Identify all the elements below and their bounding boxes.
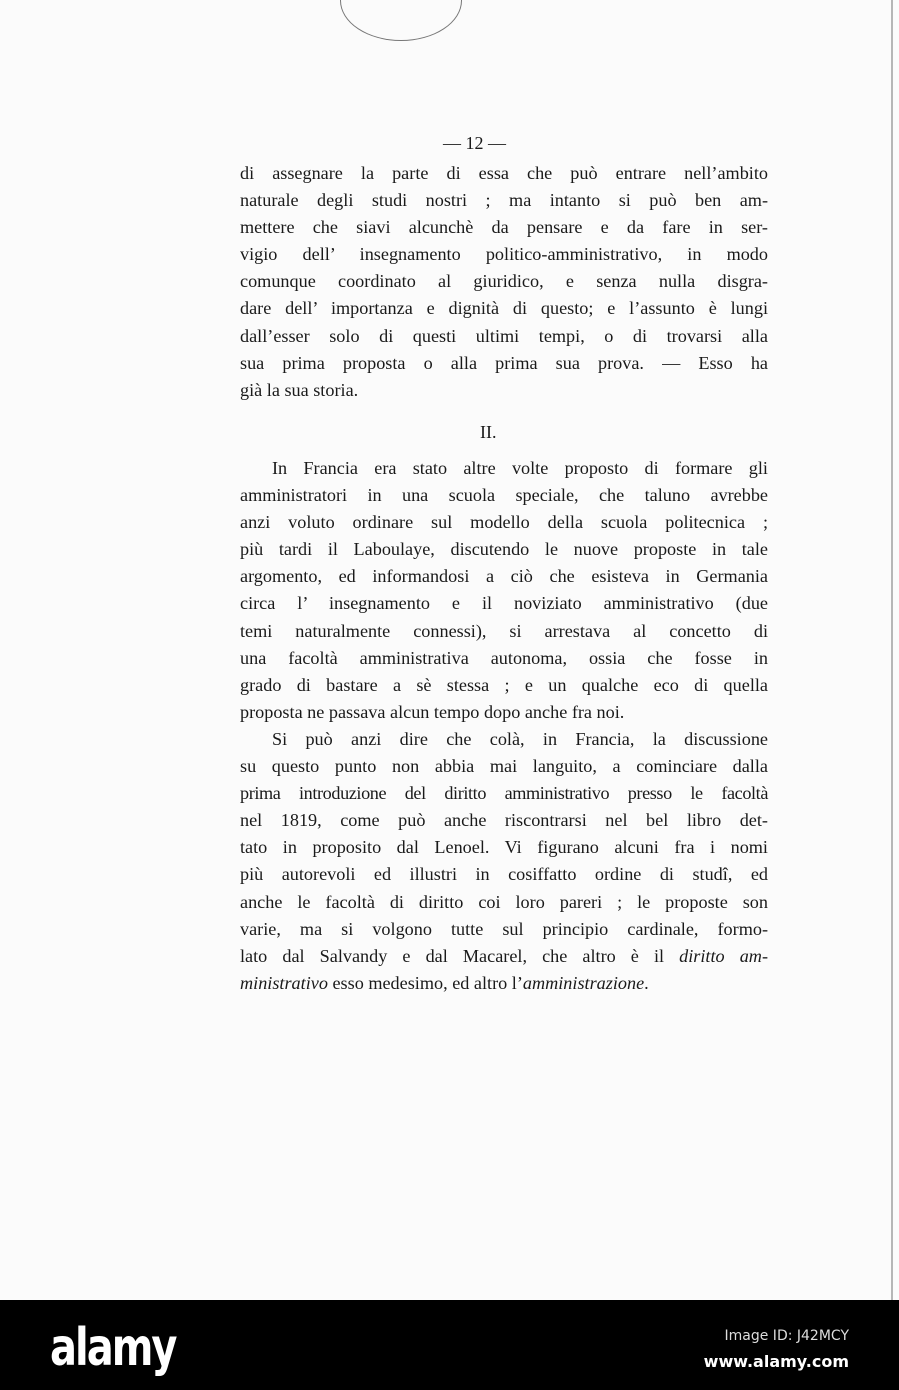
- text-line: grado di bastare a sè stessa ; e un qualche eco di quella: [240, 674, 768, 695]
- image-id: Image ID: J42MCY: [724, 1328, 849, 1344]
- text-line: proposta ne passava alcun tempo dopo anche fra noi.: [240, 701, 625, 722]
- text-line: dare dell’ importanza e dignità di questo; e l’assunto è lungi: [240, 298, 768, 319]
- text-run: lato dal Salvandy e dal Macarel, che altro è il: [240, 945, 680, 966]
- text-line: varie, ma si volgono tutte sul principio cardinale, formo-: [240, 918, 768, 939]
- alamy-logo: alamy: [50, 1318, 176, 1378]
- text-line: In Francia era stato altre volte proposto di formare gli: [272, 458, 768, 478]
- paragraph-1: [240, 160, 768, 404]
- text-line: anche le facoltà di diritto coi loro pareri ; le proposte son: [240, 891, 768, 912]
- text-line: su questo punto non abbia mai languito, a cominciare dalla: [240, 756, 768, 777]
- text-line: tato in proposito dal Lenoel. Vi figurano alcuni fra i nomi: [240, 837, 768, 858]
- text-line: comunque coordinato al giuridico, e senza nulla disgra-: [240, 271, 768, 292]
- section-heading: II.: [480, 422, 497, 442]
- text-line: dall’esser solo di questi ultimi tempi, o di trovarsi alla: [240, 325, 768, 346]
- text-run: esso medesimo, ed altro l’: [327, 972, 523, 993]
- text-line: naturale degli studi nostri ; ma intanto si può ben am-: [240, 190, 768, 211]
- text-line: nel 1819, come può anche riscontrarsi nel bel libro det-: [240, 810, 768, 831]
- text-line: argomento, ed informandosi a ciò che esisteva in Germania: [240, 566, 768, 587]
- text-line: circa l’ insegnamento e il noviziato amministrativo (due: [240, 593, 768, 614]
- text-line: sua prima proposta o alla prima sua prova. — Esso ha: [240, 352, 768, 373]
- watermark-footer: [0, 1300, 899, 1390]
- text-line: vigio dell’ insegnamento politico-amministrativo, in modo: [240, 244, 768, 265]
- text-line: più tardi il Laboulaye, discutendo le nuove proposte in tale: [240, 539, 768, 560]
- text-line: una facoltà amministrativa autonoma, ossia che fosse in: [240, 647, 768, 668]
- page-number: — 12 —: [443, 133, 506, 153]
- text-line: più autorevoli ed illustri in cosiffatto ordine di studî, ed: [240, 864, 768, 885]
- text-line: [240, 943, 768, 970]
- text-run: .: [644, 972, 649, 993]
- italic-run: diritto am-: [679, 945, 768, 966]
- italic-run: ministrativo: [240, 972, 328, 993]
- site-url: www.alamy.com: [703, 1352, 849, 1371]
- text-line: mettere che siavi alcunchè da pensare e da fare in ser-: [240, 217, 768, 238]
- text-line: temi naturalmente connessi), si arrestava al concetto di: [240, 620, 768, 641]
- text-line: Si può anzi dire che colà, in Francia, la discussione: [272, 729, 768, 749]
- text-line: [240, 970, 768, 997]
- italic-run: amministrazione: [522, 972, 645, 993]
- text-line: anzi voluto ordinare sul modello della scuola politecnica ;: [240, 512, 768, 533]
- paragraph-2: [240, 455, 768, 726]
- page-edge: [891, 0, 893, 1300]
- text-line: prima introduzione del diritto amministrativo presso le facoltà: [240, 783, 768, 804]
- paragraph-3: [240, 726, 768, 997]
- page-stamp-arc: [340, 0, 462, 41]
- text-line: di assegnare la parte di essa che può entrare nell’ambito: [240, 163, 768, 183]
- text-line: già la sua storia.: [240, 379, 359, 400]
- text-line: amministratori in una scuola speciale, che taluno avrebbe: [240, 485, 768, 506]
